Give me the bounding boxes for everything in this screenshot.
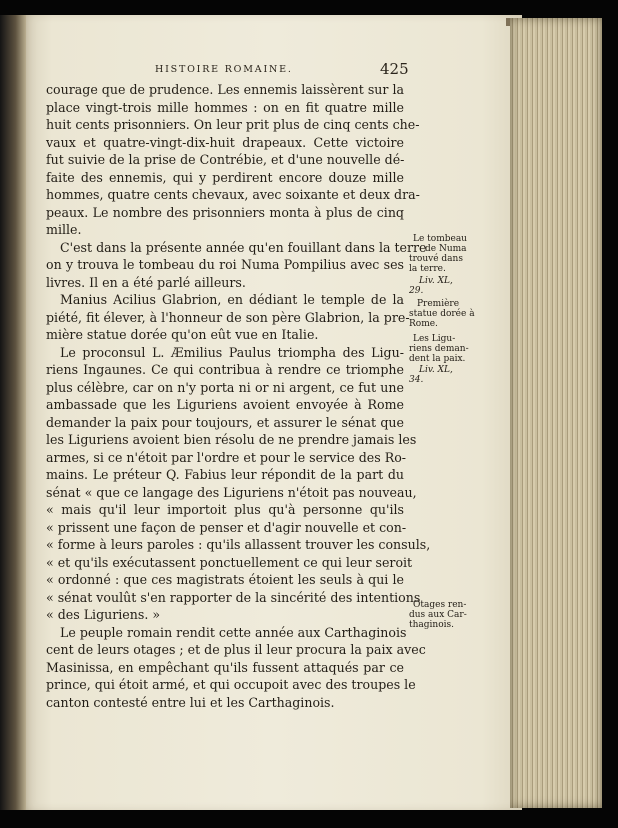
text-line: « sénat voulût s'en rapporter de la sincérité des intentions: [46, 589, 421, 605]
text-line: place vingt-trois mille hommes : on en fit quatre mille: [46, 99, 404, 115]
text-line: livres. Il en a été parlé ailleurs.: [46, 274, 246, 290]
text-line: armes, si ce n'étoit par l'ordre et pour le service des Ro-: [46, 449, 407, 465]
margin-note-numa-tomb: Le tombeau de Numa trouvé dans la terre.: [409, 234, 467, 274]
text-line: plus célèbre, car on n'y porta ni or ni argent, ce fut une: [46, 379, 404, 395]
text-line: riens Ingaunes. Ce qui contribua à rendre ce triomphe: [46, 362, 404, 377]
text-line: « mais qu'il leur importoit plus qu'à personne qu'ils: [46, 502, 404, 517]
text-line: mière statue dorée qu'on eût vue en Italie.: [46, 327, 319, 342]
text-line: « des Liguriens. »: [46, 607, 161, 622]
text-line: vaux et quatre-vingt-dix-huit drapeaux. Cette victoire: [46, 134, 404, 150]
text-line: courage que de prudence. Les ennemis laissèrent sur la: [46, 82, 404, 97]
text-line: Le proconsul L. Æmilius Paulus triompha des Ligu-: [60, 344, 404, 360]
text-line: hommes, quatre cents chevaux, avec soixante et deux dra-: [46, 187, 420, 202]
page-number: 425: [380, 60, 409, 78]
text-line: peaux. Le nombre des prisonniers monta à plus de cinq: [46, 204, 404, 220]
text-line: faite des ennemis, qui y perdirent encore douze mille: [46, 169, 404, 185]
text-line: huit cents prisonniers. On leur prit plus de cinq cents che-: [46, 117, 420, 132]
text-line: « et qu'ils exécutassent ponctuellement ce qui leur seroit: [46, 554, 413, 570]
text-line: ambassade que les Liguriens avoient envoyée à Rome: [46, 397, 404, 412]
margin-note-ligurians-peace: Les Ligu- riens deman- dent la paix.: [409, 334, 469, 364]
text-line: « prissent une façon de penser et d'agir nouvelle et con-: [46, 519, 407, 535]
text-line: C'est dans la présente année qu'en fouillant dans la terre: [60, 239, 427, 255]
text-line: cent de leurs otages ; et de plus il leur procura la paix avec: [46, 642, 426, 657]
margin-note-ref-liv-40-29: Liv. XL, 29.: [409, 276, 453, 296]
text-line: mains. Le préteur Q. Fabius leur répondit de la part du: [46, 467, 404, 482]
margin-note-hostages: Otages ren- dus aux Car- thaginois.: [409, 600, 467, 630]
text-line: « ordonné : que ces magistrats étoient les seuls à qui le: [46, 572, 404, 587]
text-line: Le peuple romain rendit cette année aux Carthaginois: [60, 624, 407, 640]
text-line: Masinissa, en empêchant qu'ils fussent attaqués par ce: [46, 659, 404, 675]
text-line: les Liguriens avoient bien résolu de ne prendre jamais les: [46, 432, 417, 447]
running-title: HISTOIRE ROMAINE.: [155, 64, 293, 75]
text-line: « forme à leurs paroles : qu'ils allassent trouver les consuls,: [46, 537, 431, 552]
text-line: prince, qui étoit armé, et qui occupoit avec des troupes le: [46, 677, 416, 692]
margin-note-ref-liv-40-34: Liv. XL, 34.: [409, 365, 453, 385]
text-line: Manius Acilius Glabrion, en dédiant le temple de la: [60, 292, 404, 307]
margin-note-gilded-statue: Première statue dorée à Rome.: [409, 299, 475, 329]
text-line: sénat « que ce langage des Liguriens n'étoit pas nouveau,: [46, 484, 417, 500]
text-line: fut suivie de la prise de Contrébie, et d'une nouvelle dé-: [46, 152, 405, 167]
text-line: demander la paix pour toujours, et assurer le sénat que: [46, 414, 404, 430]
text-line: on y trouva le tombeau du roi Numa Pompilius avec ses: [46, 257, 404, 272]
text-line: piété, fit élever, à l'honneur de son père Glabrion, la pre-: [46, 309, 410, 325]
binding-gutter: [0, 15, 26, 810]
text-line: canton contesté entre lui et les Carthaginois.: [46, 694, 335, 710]
text-line: mille.: [46, 222, 82, 237]
page-stack-edge: [510, 18, 602, 808]
